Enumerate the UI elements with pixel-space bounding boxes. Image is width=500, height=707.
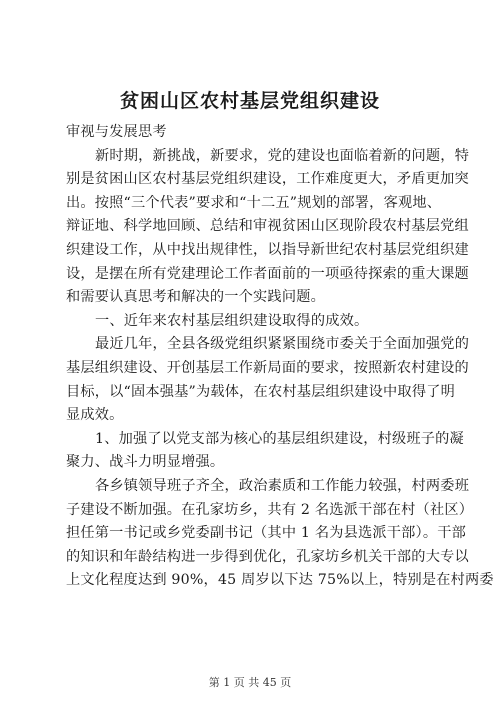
document-title: 贫困山区农村基层党组织建设 (119, 90, 380, 112)
section-heading: 一、近年来农村基层组织建设取得的成效。 (95, 312, 369, 329)
paragraph-line: 担任第一书记或乡党委副书记（其中 1 名为县选派干部）。干部 (66, 525, 467, 542)
paragraph-line: 聚力、战斗力明显增强。 (66, 454, 225, 471)
paragraph-line: 别是贫困山区农村基层党组织建设，工作难度更大，矛盾更加突 (66, 171, 469, 188)
paragraph-line: 基层组织建设、开创基层工作新局面的要求，按照新农村建设的 (66, 359, 469, 376)
paragraph-line: 各乡镇领导班子齐全，政治素质和工作能力较强，村两委班 (95, 477, 470, 494)
subtitle: 审视与发展思考 (66, 124, 167, 140)
paragraph-line: 和需要认真思考和解决的一个实践问题。 (66, 289, 325, 306)
page-footer: 第 1 页 共 45 页 (208, 676, 292, 689)
paragraph-line: 显成效。 (66, 407, 124, 424)
paragraph-line: 织建设工作，从中找出规律性，以指导新世纪农村基层党组织建 (66, 241, 469, 258)
paragraph-line: 子建设不断加强。在孔家坊乡，共有 2 名选派干部在村（社区） (66, 501, 474, 518)
paragraph-line: 的知识和年龄结构进一步得到优化，孔家坊乡机关干部的大专以 (66, 548, 469, 565)
paragraph-line: 1、加强了以党支部为核心的基层组织建设，村级班子的凝 (95, 430, 464, 447)
paragraph-line: 出。按照“三个代表”要求和“十二五”规划的部署，客观地、 (66, 194, 442, 211)
paragraph-line: 最近几年，全县各级党组织紧紧围绕市委关于全面加强党的 (95, 336, 470, 353)
paragraph-line: 上文化程度达到 90%，45 周岁以下达 75%以上，特别是在村两委 (66, 572, 494, 589)
paragraph-line: 设，是摆在所有党建理论工作者面前的一项亟待探索的重大课题 (66, 265, 469, 282)
paragraph-line: 目标，以“固本强基”为载体，在农村基层组织建设中取得了明 (66, 383, 455, 400)
paragraph-line: 新时期，新挑战，新要求，党的建设也面临着新的问题，特 (95, 147, 470, 164)
document-body (66, 121, 494, 593)
paragraph-line: 辩证地、科学地回顾、总结和审视贫困山区现阶段农村基层党组 (66, 218, 469, 235)
